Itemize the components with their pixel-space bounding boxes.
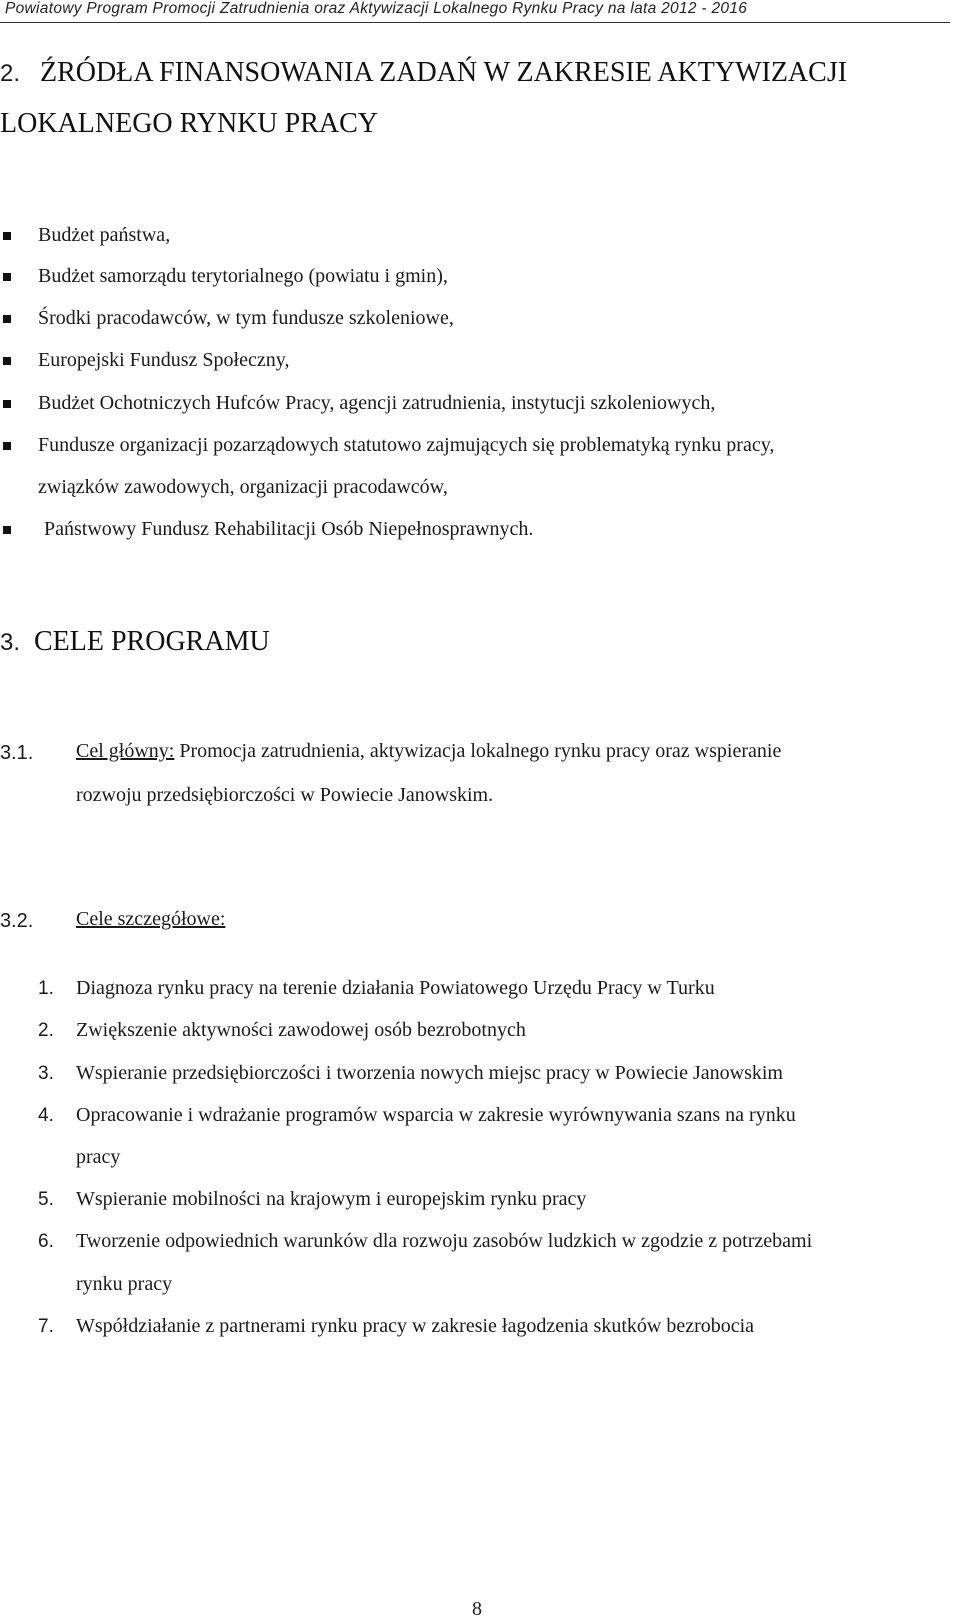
goal-number: 4.	[38, 1105, 54, 1126]
bullet-square-icon	[3, 232, 11, 240]
page-number: 8	[472, 1598, 482, 1620]
bullet-square-icon	[3, 400, 11, 408]
section-3-number: 3.	[0, 629, 21, 656]
goal-number: 7.	[38, 1316, 54, 1337]
goal-text: Wspieranie przedsiębiorczości i tworzenia nowych miejsc pracy w Powiecie Janowskim	[76, 1062, 783, 1084]
goal-text: Opracowanie i wdrażanie programów wsparcia w zakresie wyrównywania szans na rynku	[76, 1104, 796, 1126]
main-goal-label: Cel główny:	[76, 740, 175, 762]
goal-text: Wspieranie mobilności na krajowym i europejskim rynku pracy	[76, 1188, 587, 1210]
bullet-square-icon	[3, 273, 11, 281]
bullet-square-icon	[3, 357, 11, 365]
section-2-title-line2: LOKALNEGO RYNKU PRACY	[0, 108, 379, 139]
funding-source-label: Środki pracodawców, w tym fundusze szkoleniowe,	[38, 307, 454, 329]
goal-number: 5.	[38, 1189, 54, 1210]
funding-source-label: Państwowy Fundusz Rehabilitacji Osób Niepełnosprawnych.	[44, 518, 534, 540]
funding-source-label: Budżet państwa,	[38, 224, 171, 246]
bullet-square-icon	[3, 442, 11, 450]
funding-source-continuation: związków zawodowych, organizacji pracodawców,	[38, 476, 448, 498]
funding-source-label: Budżet samorządu terytorialnego (powiatu i gmin),	[38, 265, 448, 287]
header-divider	[0, 22, 950, 23]
subsection-3-2-number: 3.2.	[0, 910, 34, 932]
bullet-square-icon	[3, 526, 11, 534]
goal-number: 3.	[38, 1063, 54, 1084]
main-goal-text-continuation: rozwoju przedsiębiorczości w Powiecie Janowskim.	[76, 784, 494, 806]
goal-text: Zwiększenie aktywności zawodowej osób bezrobotnych	[76, 1019, 526, 1041]
bullet-square-icon	[3, 315, 11, 323]
goal-text: Współdziałanie z partnerami rynku pracy w zakresie łagodzenia skutków bezrobocia	[76, 1315, 755, 1337]
goal-text-continuation: rynku pracy	[76, 1273, 173, 1295]
funding-source-label: Europejski Fundusz Społeczny,	[38, 349, 290, 371]
goal-text: Tworzenie odpowiednich warunków dla rozwoju zasobów ludzkich w zgodzie z potrzebami	[76, 1230, 813, 1252]
main-goal-text: Promocja zatrudnienia, aktywizacja lokalnego rynku pracy oraz wspieranie	[174, 740, 782, 762]
main-goal-line	[76, 740, 781, 763]
funding-source-label: Budżet Ochotniczych Hufców Pracy, agencji zatrudnienia, instytucji szkoleniowych,	[38, 392, 716, 414]
goal-text-continuation: pracy	[76, 1146, 121, 1168]
goal-number: 6.	[38, 1231, 54, 1252]
goal-text: Diagnoza rynku pracy na terenie działania Powiatowego Urzędu Pracy w Turku	[76, 977, 715, 999]
section-2-title-line1: ŹRÓDŁA FINANSOWANIA ZADAŃ W ZAKRESIE AKTYWIZACJI	[40, 57, 848, 88]
section-2-number: 2.	[0, 60, 21, 87]
specific-goals-label: Cele szczegółowe:	[76, 908, 226, 930]
subsection-3-1-number: 3.1.	[0, 742, 34, 764]
goal-number: 2.	[38, 1020, 54, 1041]
running-header: Powiatowy Program Promocji Zatrudnienia oraz Aktywizacji Lokalnego Rynku Pracy na lata 2012 - 2016	[5, 0, 748, 17]
funding-source-label: Fundusze organizacji pozarządowych statutowo zajmujących się problematyką rynku pracy,	[38, 434, 775, 456]
goal-number: 1.	[38, 978, 54, 999]
section-3-title: CELE PROGRAMU	[34, 626, 270, 657]
